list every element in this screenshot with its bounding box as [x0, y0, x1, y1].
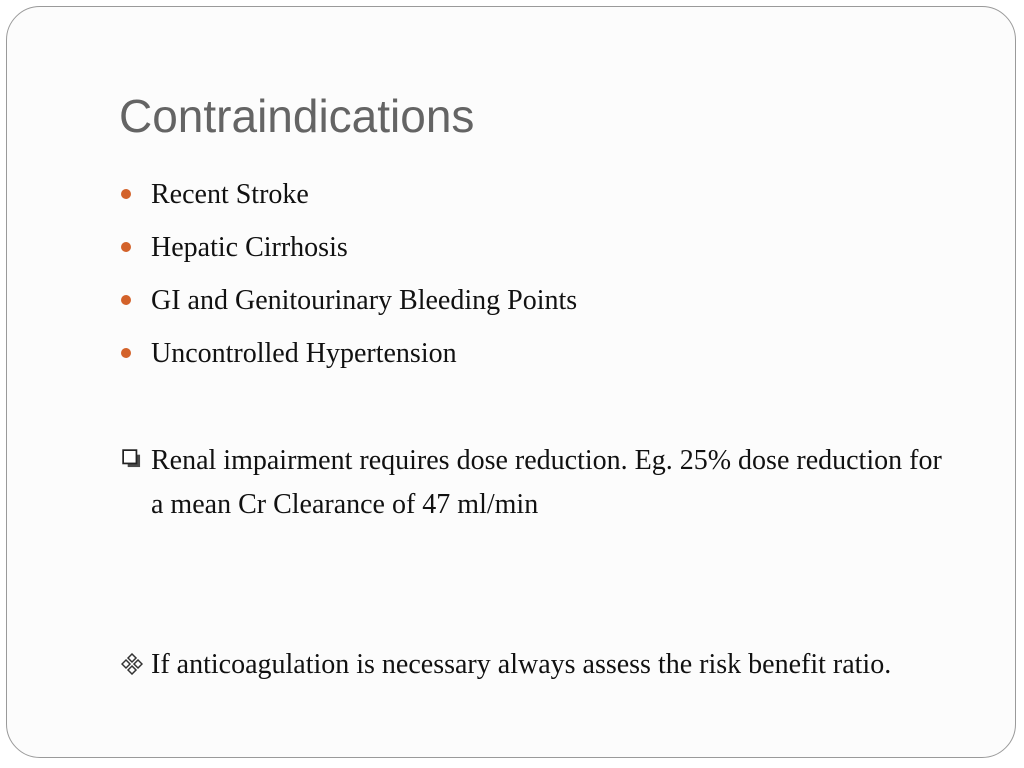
- list-item: [119, 173, 577, 226]
- marker: [119, 439, 149, 483]
- list-item-text: Hepatic Cirrhosis: [151, 232, 348, 263]
- dot-bullet-icon: [121, 242, 131, 252]
- list-item: [119, 226, 577, 279]
- renal-note-text: Renal impairment requires dose reduction. Eg. 25% dose reduction for a mean Cr Clearance of 47 ml/min: [151, 445, 942, 520]
- contraindication-list: [119, 173, 577, 385]
- anticoag-note-text: If anticoagulation is necessary always assess the risk benefit ratio.: [151, 649, 892, 680]
- list-item: [119, 332, 577, 385]
- dot-bullet-icon: [121, 348, 131, 358]
- list-item-text: Recent Stroke: [151, 179, 309, 210]
- list-item-text: GI and Genitourinary Bleeding Points: [151, 285, 578, 316]
- slide-frame: [6, 6, 1016, 758]
- renal-impairment-note: [119, 439, 949, 527]
- hollow-square-icon: [122, 449, 141, 468]
- slide-title: Contraindications: [119, 90, 475, 142]
- dot-bullet-icon: [121, 189, 131, 199]
- dot-bullet-icon: [121, 295, 131, 305]
- list-item: [119, 279, 577, 332]
- marker: [119, 643, 149, 687]
- four-diamond-icon: [121, 653, 143, 675]
- anticoagulation-note: [119, 643, 949, 687]
- list-item-text: Uncontrolled Hypertension: [151, 338, 457, 369]
